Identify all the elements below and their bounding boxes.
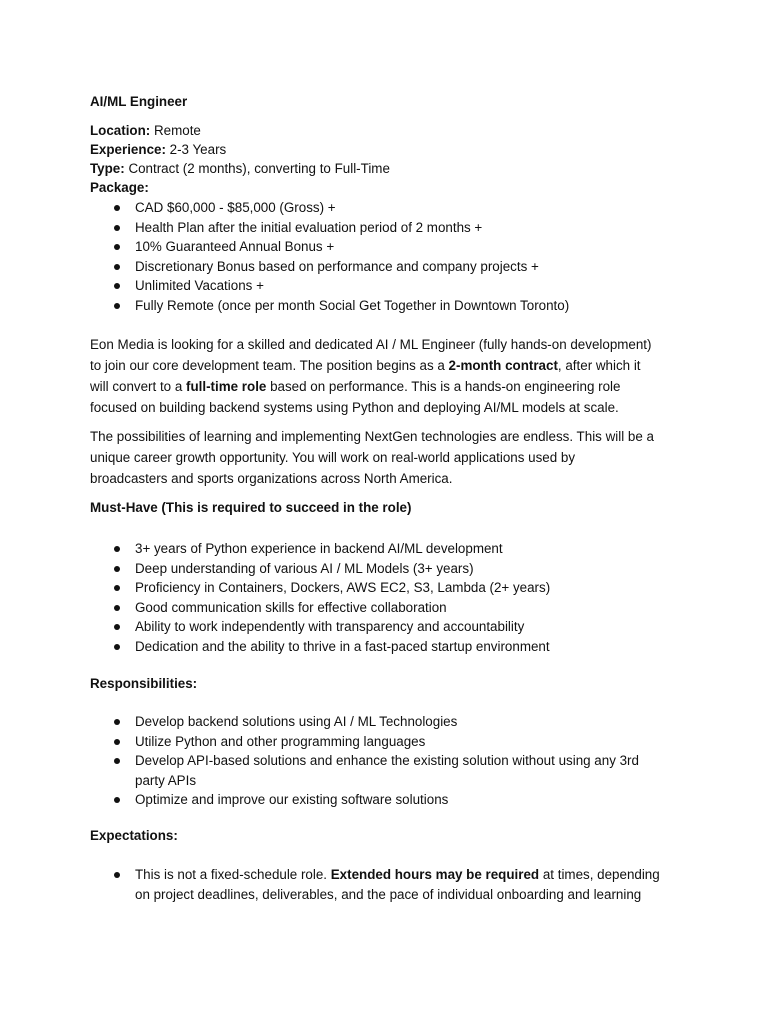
list-item bbox=[0, 732, 768, 752]
bullet-icon bbox=[114, 546, 120, 552]
list-item-text: Optimize and improve our existing software solutions bbox=[135, 792, 449, 808]
expectations-list bbox=[0, 865, 768, 904]
list-item bbox=[0, 617, 768, 637]
intro-paragraph bbox=[90, 334, 690, 418]
experience-line bbox=[90, 142, 226, 157]
possibilities-paragraph bbox=[90, 426, 690, 489]
list-item bbox=[0, 578, 768, 598]
package-label: Package: bbox=[90, 180, 149, 195]
intro-text: based on performance. This is a hands-on engineering role bbox=[266, 379, 621, 394]
bullet-icon bbox=[114, 566, 120, 572]
bullet-icon bbox=[114, 283, 120, 289]
list-item-text: Good communication skills for effective collaboration bbox=[135, 599, 447, 615]
type-line bbox=[90, 161, 390, 176]
intro-line-3 bbox=[90, 376, 690, 397]
location-value: Remote bbox=[150, 123, 201, 138]
intro-emphasis: 2-month contract bbox=[448, 358, 558, 373]
list-item bbox=[0, 218, 768, 238]
bullet-icon bbox=[114, 244, 120, 250]
job-title: AI/ML Engineer bbox=[90, 94, 188, 109]
list-item-text: Fully Remote (once per month Social Get Together in Downtown Toronto) bbox=[135, 297, 570, 313]
list-item bbox=[0, 237, 768, 257]
list-item-text: Proficiency in Containers, Dockers, AWS EC2, S3, Lambda (2+ years) bbox=[135, 580, 551, 596]
list-item bbox=[0, 790, 768, 810]
list-item-text: Ability to work independently with transparency and accountability bbox=[135, 619, 525, 635]
possibilities-line-2: unique career growth opportunity. You will work on real-world applications used by bbox=[90, 450, 576, 465]
list-item-text: This is not a fixed-schedule role. bbox=[135, 867, 331, 882]
responsibilities-heading: Responsibilities: bbox=[90, 676, 198, 691]
bullet-icon bbox=[114, 758, 120, 764]
must-have-heading: Must-Have (This is required to succeed in the role) bbox=[90, 500, 412, 515]
list-item-text: Dedication and the ability to thrive in a fast-paced startup environment bbox=[135, 638, 550, 654]
list-item-text: party APIs bbox=[135, 772, 197, 788]
list-item-continuation bbox=[0, 771, 768, 791]
list-item-text: 10% Guaranteed Annual Bonus + bbox=[135, 239, 335, 255]
list-item bbox=[0, 865, 768, 885]
bullet-icon bbox=[114, 644, 120, 650]
list-item-text: at times, depending bbox=[539, 867, 660, 882]
package-list bbox=[0, 198, 768, 316]
list-item bbox=[0, 257, 768, 277]
bullet-icon bbox=[114, 264, 120, 270]
intro-line-2 bbox=[90, 355, 690, 376]
list-item-text: Develop API-based solutions and enhance the existing solution without using any 3rd bbox=[135, 753, 639, 769]
list-item-text: CAD $60,000 - $85,000 (Gross) + bbox=[135, 200, 336, 215]
list-item-text: 3+ years of Python experience in backend AI/ML development bbox=[135, 541, 503, 556]
intro-line-4: focused on building backend systems using Python and deploying AI/ML models at scale. bbox=[90, 400, 619, 415]
list-item bbox=[0, 198, 768, 218]
list-item-continuation bbox=[0, 885, 768, 905]
intro-text: , after which it bbox=[557, 358, 641, 373]
list-item-emphasis: Extended hours may be required bbox=[330, 867, 540, 882]
bullet-icon bbox=[114, 205, 120, 211]
list-item-text: on project deadlines, deliverables, and the pace of individual onboarding and learning bbox=[135, 886, 642, 902]
list-item-text: Health Plan after the initial evaluation period of 2 months + bbox=[135, 219, 483, 235]
list-item bbox=[0, 637, 768, 657]
list-item bbox=[0, 751, 768, 771]
list-item-text: Deep understanding of various AI / ML Models (3+ years) bbox=[135, 560, 474, 576]
expectations-heading: Expectations: bbox=[90, 828, 178, 843]
list-item bbox=[0, 296, 768, 316]
list-item-text: Develop backend solutions using AI / ML Technologies bbox=[135, 714, 458, 729]
bullet-icon bbox=[114, 605, 120, 611]
bullet-icon bbox=[114, 624, 120, 630]
list-item bbox=[0, 539, 768, 559]
bullet-icon bbox=[114, 872, 120, 878]
intro-line-1: Eon Media is looking for a skilled and dedicated AI / ML Engineer (fully hands-on development) bbox=[90, 337, 652, 352]
intro-text: will convert to a bbox=[90, 379, 187, 394]
intro-text: to join our core development team. The position begins as a bbox=[90, 358, 449, 373]
list-item-text: Utilize Python and other programming languages bbox=[135, 733, 426, 749]
list-item bbox=[0, 598, 768, 618]
type-label: Type: bbox=[90, 161, 125, 176]
possibilities-line-3: broadcasters and sports organizations across North America. bbox=[90, 471, 453, 486]
bullet-icon bbox=[114, 585, 120, 591]
bullet-icon bbox=[114, 303, 120, 309]
type-value: Contract (2 months), converting to Full-Time bbox=[124, 161, 390, 176]
bullet-icon bbox=[114, 225, 120, 231]
list-item-text: Discretionary Bonus based on performance and company projects + bbox=[135, 258, 539, 274]
list-item bbox=[0, 712, 768, 732]
bullet-icon bbox=[114, 797, 120, 803]
possibilities-line-1: The possibilities of learning and implementing NextGen technologies are endless. This will be a bbox=[90, 429, 654, 444]
experience-label: Experience: bbox=[90, 142, 166, 157]
bullet-icon bbox=[114, 719, 120, 725]
list-item bbox=[0, 559, 768, 579]
list-item-text: Unlimited Vacations + bbox=[135, 278, 264, 294]
responsibilities-list bbox=[0, 712, 768, 810]
must-have-list bbox=[0, 539, 768, 657]
bullet-icon bbox=[114, 739, 120, 745]
intro-emphasis: full-time role bbox=[186, 379, 267, 394]
list-item bbox=[0, 276, 768, 296]
location-line bbox=[90, 123, 201, 138]
location-label: Location: bbox=[90, 123, 151, 138]
experience-value: 2-3 Years bbox=[165, 142, 227, 157]
